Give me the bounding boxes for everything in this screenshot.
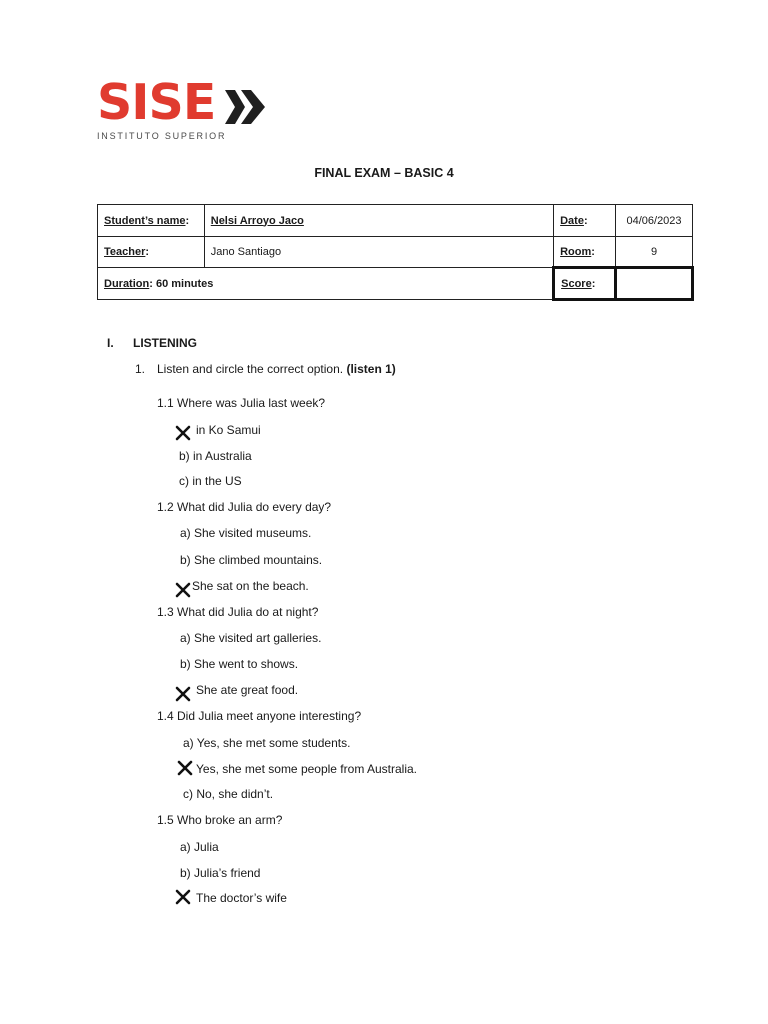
teacher-label-cell [98, 237, 205, 268]
colon: : [591, 245, 595, 258]
x-mark-icon [175, 686, 191, 702]
section-title: LISTENING [133, 336, 198, 350]
colon: : [591, 277, 596, 290]
option-1-1-b: b) in Australia [179, 449, 252, 463]
option-1-2-b: b) She climbed mountains. [180, 553, 323, 567]
colon: : [185, 214, 190, 227]
student-name-value: Nelsi Arroyo Jaco [210, 214, 304, 227]
option-1-4-a: a) Yes, she met some students. [183, 736, 351, 750]
option-1-3-b: b) She went to shows. [180, 657, 299, 671]
duration-value: : 60 minutes [149, 277, 214, 290]
option-1-3-c: She ate great food. [196, 683, 299, 697]
student-name-label: Student’s name [104, 214, 186, 227]
room-label: Room [560, 245, 592, 258]
task-instruction [157, 363, 396, 375]
section-number: I. [107, 336, 114, 350]
colon: : [145, 246, 150, 258]
x-mark-icon [177, 760, 193, 776]
question-1-1: 1.1 Where was Julia last week? [157, 396, 326, 410]
score-label-cell [554, 268, 616, 300]
question-1-5: 1.5 Who broke an arm? [157, 813, 283, 827]
duration-label: Duration [104, 277, 150, 290]
option-1-5-c: The doctor’s wife [196, 891, 287, 905]
chevron-arrows-icon [225, 88, 267, 126]
score-value-box [616, 268, 693, 300]
option-1-4-b: Yes, she met some people from Australia. [196, 762, 418, 776]
task-text: Listen and circle the correct option. [157, 362, 344, 376]
sise-logo [97, 74, 272, 144]
student-name-label-cell [98, 205, 205, 237]
colon: : [583, 214, 588, 227]
score-label: Score [561, 277, 592, 290]
logo-wordmark: SISE [97, 74, 216, 131]
task-note: (listen 1) [346, 362, 396, 376]
x-mark-icon [175, 425, 191, 441]
x-mark-icon [175, 889, 191, 905]
date-label-cell [554, 205, 616, 237]
option-1-1-c: c) in the US [179, 474, 242, 488]
option-1-3-a: a) She visited art galleries. [180, 631, 322, 645]
teacher-value: Jano Santiago [204, 237, 553, 268]
exam-title: FINAL EXAM – BASIC 4 [314, 166, 454, 180]
x-mark-icon [175, 582, 191, 598]
student-name-value-cell [204, 205, 553, 237]
option-1-4-c: c) No, she didn’t. [183, 787, 274, 801]
room-value: 9 [616, 237, 693, 268]
question-1-3: 1.3 What did Julia do at night? [157, 605, 319, 619]
option-1-2-a: a) She visited museums. [180, 526, 312, 540]
date-value: 04/06/2023 [616, 205, 693, 237]
question-1-2: 1.2 What did Julia do every day? [157, 500, 332, 514]
logo-subtitle: INSTITUTO SUPERIOR [97, 131, 227, 141]
question-1-4: 1.4 Did Julia meet anyone interesting? [157, 709, 362, 723]
task-number: 1. [135, 362, 146, 376]
option-1-5-b: b) Julia’s friend [180, 866, 261, 880]
teacher-label: Teacher [104, 246, 146, 258]
option-1-1-a: in Ko Samui [196, 423, 261, 437]
student-info-table [97, 204, 694, 301]
duration-cell [98, 268, 554, 300]
date-label: Date [560, 214, 584, 227]
option-1-5-a: a) Julia [180, 840, 219, 854]
room-label-cell [554, 237, 616, 268]
option-1-2-c: She sat on the beach. [192, 579, 309, 593]
